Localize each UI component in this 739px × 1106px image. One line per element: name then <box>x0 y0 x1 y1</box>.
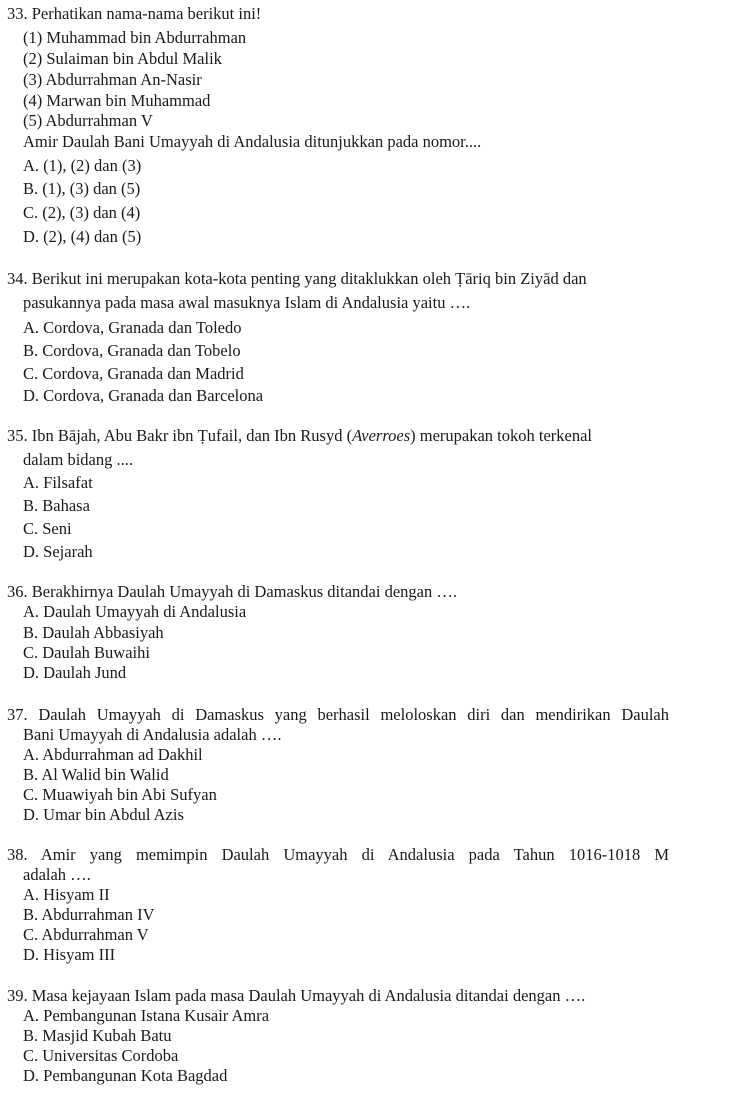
question-stem: 33. Perhatikan nama-nama berikut ini! <box>7 4 262 23</box>
option-b[interactable]: B. Daulah Abbasiyah <box>23 623 164 642</box>
question-stem: 34. Berikut ini merupakan kota-kota penting yang ditaklukkan oleh Ṭāriq bin Ziyād dan <box>7 269 587 288</box>
option-b[interactable]: B. Cordova, Granada dan Tobelo <box>23 341 241 360</box>
option-d[interactable]: D. Umar bin Abdul Azis <box>23 805 184 824</box>
option-d[interactable]: D. Sejarah <box>23 542 93 561</box>
option-d[interactable]: D. Pembangunan Kota Bagdad <box>23 1066 228 1085</box>
question-stem-continued: dalam bidang .... <box>23 450 133 469</box>
question-stem-continued: adalah …. <box>23 865 91 884</box>
option-b[interactable]: B. Bahasa <box>23 496 90 515</box>
option-d[interactable]: D. (2), (4) dan (5) <box>23 227 142 246</box>
question-stem: 38. Amir yang memimpin Daulah Umayyah di Andalusia pada Tahun 1016-1018 M <box>7 845 669 864</box>
question-stem-continued: Bani Umayyah di Andalusia adalah …. <box>23 725 282 744</box>
option-c[interactable]: C. Cordova, Granada dan Madrid <box>23 364 244 383</box>
option-b[interactable]: B. (1), (3) dan (5) <box>23 179 141 198</box>
question-stem: 35. Ibn Bājah, Abu Bakr ibn Ṭufail, dan Ibn Rusyd (Averroes) merupakan tokoh terkenal <box>7 426 593 445</box>
option-c[interactable]: C. Abdurrahman V <box>23 925 149 944</box>
option-c[interactable]: C. (2), (3) dan (4) <box>23 203 141 222</box>
list-item: (1) Muhammad bin Abdurrahman <box>23 28 247 47</box>
option-a[interactable]: A. (1), (2) dan (3) <box>23 156 142 175</box>
option-d[interactable]: D. Cordova, Granada dan Barcelona <box>23 386 264 405</box>
option-a[interactable]: A. Daulah Umayyah di Andalusia <box>23 602 247 621</box>
option-b[interactable]: B. Masjid Kubah Batu <box>23 1026 172 1045</box>
option-c[interactable]: C. Seni <box>23 519 72 538</box>
list-item: (4) Marwan bin Muhammad <box>23 91 211 110</box>
option-c[interactable]: C. Universitas Cordoba <box>23 1046 179 1065</box>
option-b[interactable]: B. Abdurrahman IV <box>23 905 155 924</box>
list-item: (3) Abdurrahman An-Nasir <box>23 70 202 89</box>
option-c[interactable]: C. Daulah Buwaihi <box>23 643 150 662</box>
option-d[interactable]: D. Daulah Jund <box>23 663 127 682</box>
question-stem: 36. Berakhirnya Daulah Umayyah di Damaskus ditandai dengan …. <box>7 582 457 601</box>
option-a[interactable]: A. Abdurrahman ad Dakhil <box>23 745 203 764</box>
question-stem: 37. Daulah Umayyah di Damaskus yang berhasil meloloskan diri dan mendirikan Daulah <box>7 705 669 724</box>
option-c[interactable]: C. Muawiyah bin Abi Sufyan <box>23 785 217 804</box>
question-stem: 39. Masa kejayaan Islam pada masa Daulah Umayyah di Andalusia ditandai dengan …. <box>7 986 586 1005</box>
option-b[interactable]: B. Al Walid bin Walid <box>23 765 169 784</box>
question-prompt: Amir Daulah Bani Umayyah di Andalusia ditunjukkan pada nomor.... <box>23 132 482 151</box>
option-d[interactable]: D. Hisyam III <box>23 945 116 964</box>
option-a[interactable]: A. Cordova, Granada dan Toledo <box>23 318 242 337</box>
list-item: (5) Abdurrahman V <box>23 111 153 130</box>
list-item: (2) Sulaiman bin Abdul Malik <box>23 49 222 68</box>
option-a[interactable]: A. Filsafat <box>23 473 93 492</box>
option-a[interactable]: A. Pembangunan Istana Kusair Amra <box>23 1006 270 1025</box>
option-a[interactable]: A. Hisyam II <box>23 885 110 904</box>
question-stem-continued: pasukannya pada masa awal masuknya Islam di Andalusia yaitu …. <box>23 293 471 312</box>
